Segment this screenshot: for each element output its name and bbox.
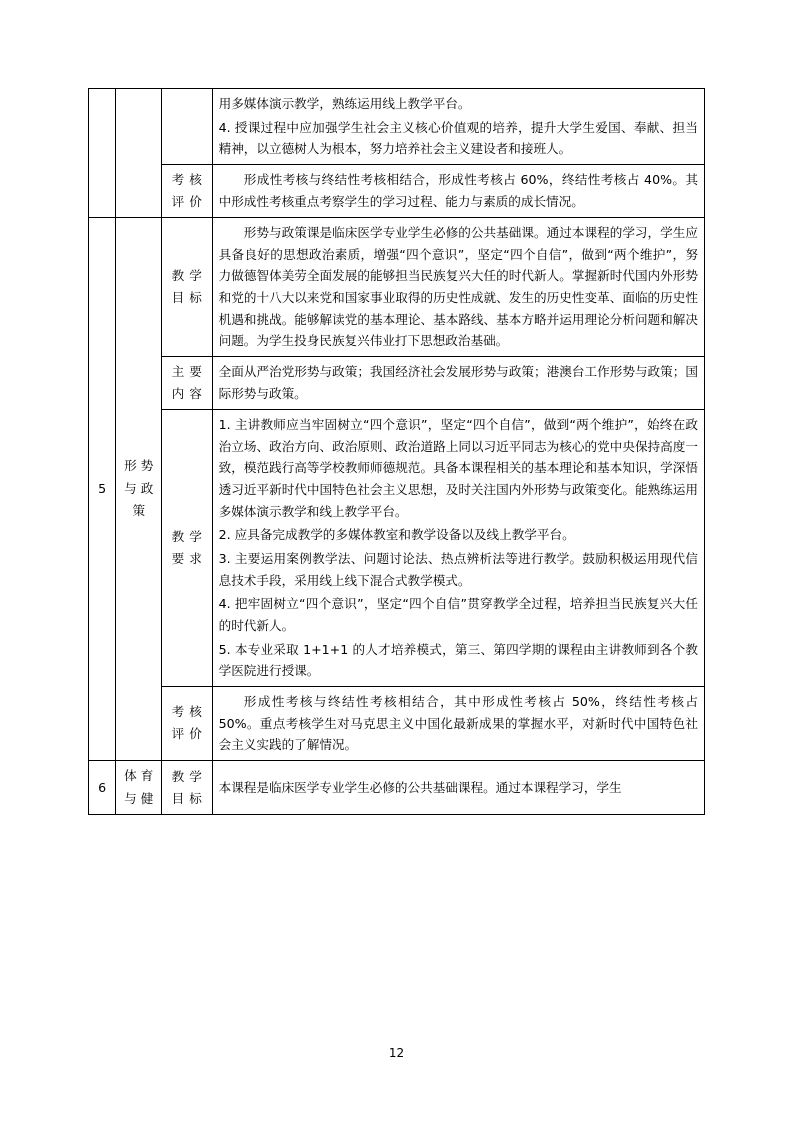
label-line: 教 学 (171, 768, 203, 784)
table-row (89, 356, 705, 409)
paragraph: 2. 应具备完成教学的多媒体教室和教学设备以及线上教学平台。 (218, 527, 575, 543)
paragraph: 全面从严治党形势与政策；我国经济社会发展形势与政策；港澳台工作形势与政策；国际形势与政策。 (218, 364, 698, 401)
label-line: 要 求 (171, 550, 203, 566)
section-body-cell (212, 356, 704, 409)
table-row (89, 89, 705, 165)
section-label-cell (162, 410, 212, 687)
paragraph: 4. 把牢固树立“四个意识”，坚定“四个自信”贯穿教学全过程，培养担当民族复兴大任的时代新人。 (218, 596, 698, 633)
table-row (89, 410, 705, 687)
table-row (89, 760, 705, 814)
table-row (89, 686, 705, 760)
label-line: 教 学 (171, 528, 203, 544)
paragraph: 1. 主讲教师应当牢固树立“四个意识”，坚定“四个自信”，做到“两个维护”，始终在政治立场、政治方向、政治原则、政治道路上同以习近平同志为核心的党中央保持高度一致，模范践行高等学校教师师德规范。具备本课程相关的基本理论和基本知识，学深悟透习近平新时代中国特色社会主义思想，及时关注国内外形势与政策变化。能熟练运用多媒体演示教学和线上教学平台。 (218, 417, 698, 519)
section-body-cell (212, 410, 704, 687)
label-line: 评 价 (171, 194, 203, 209)
course-name-cell (116, 760, 162, 814)
table-row (89, 164, 705, 217)
section-body-cell (212, 89, 704, 165)
section-label-cell (162, 686, 212, 760)
section-body-cell (212, 760, 704, 814)
course-name-line: 与 政 (124, 480, 154, 496)
course-name-line: 体 育 (124, 767, 154, 783)
row-number-cell: 6 (89, 760, 116, 814)
label-line: 内 容 (171, 386, 203, 401)
label-line: 主 要 (171, 363, 203, 379)
label-line: 考 核 (171, 704, 203, 720)
course-name-line: 形 势 (124, 457, 154, 473)
paragraph: 形成性考核与终结性考核相结合，其中形成性考核占 50%，终结性考核占 50%。重点考核学生对马克思主义中国化最新成果的掌握水平，对新时代中国特色社会主义实践的了解情况。 (218, 693, 698, 753)
paragraph: 形成性考核与终结性考核相结合，形成性考核占 60%，终结性考核占 40%。其中形成性考核重点考察学生的学习过程、能力与素质的成长情况。 (218, 172, 698, 209)
row-number-cell: 5 (89, 218, 116, 761)
section-body-cell (212, 164, 704, 217)
paragraph: 形势与政策课是临床医学专业学生必修的公共基础课。通过本课程的学习，学生应具备良好的思想政治素质，增强“四个意识”，坚定“四个自信”，做到“两个维护”，努力做德智体美劳全面发展的能够担当民族复兴大任的时代新人。掌握新时代国内外形势和党的十八大以来党和国家事业取得的历史性成就、发生的历史性变革、面临的历史性机遇和挑战。能够解读党的基本理论、基本路线、基本方略并运用理论分析问题和解决问题。为学生投身民族复兴伟业打下思想政治基础。 (218, 225, 698, 349)
label-line: 考 核 (171, 171, 203, 187)
table-row (89, 218, 705, 357)
label-line: 目 标 (171, 790, 203, 806)
row-number-cell (89, 89, 116, 218)
course-name-cell (116, 89, 162, 218)
paragraph: 本课程是临床医学专业学生必修的公共基础课程。通过本课程学习，学生 (218, 779, 622, 795)
course-name-line: 策 (132, 503, 146, 519)
section-label-cell (162, 218, 212, 357)
label-line: 评 价 (171, 726, 203, 742)
paragraph: 用多媒体演示教学，熟练运用线上教学平台。 (218, 96, 471, 111)
section-body-cell (212, 218, 704, 357)
page-number: 12 (388, 1046, 405, 1060)
course-name-cell (116, 218, 162, 761)
section-label-cell (162, 164, 212, 217)
section-label-cell (162, 89, 212, 165)
label-line: 目 标 (171, 290, 203, 305)
section-body-cell (212, 686, 704, 760)
course-name-line: 与 健 (124, 790, 154, 806)
label-line: 教 学 (171, 267, 203, 283)
paragraph: 5. 本专业采取 1+1+1 的人才培养模式，第三、第四学期的课程由主讲教师到各个教学医院进行授课。 (218, 641, 698, 679)
section-label-cell (162, 760, 212, 814)
curriculum-table (88, 88, 705, 815)
paragraph: 3. 主要运用案例教学法、问题讨论法、热点辨析法等进行教学。鼓励积极运用现代信息技术手段，采用线上线下混合式教学模式。 (218, 550, 698, 588)
paragraph: 4. 授课过程中应加强学生社会主义核心价值观的培养，提升大学生爱国、奉献、担当精神，以立德树人为根本，努力培养社会主义建设者和接班人。 (218, 119, 698, 157)
section-label-cell (162, 356, 212, 409)
